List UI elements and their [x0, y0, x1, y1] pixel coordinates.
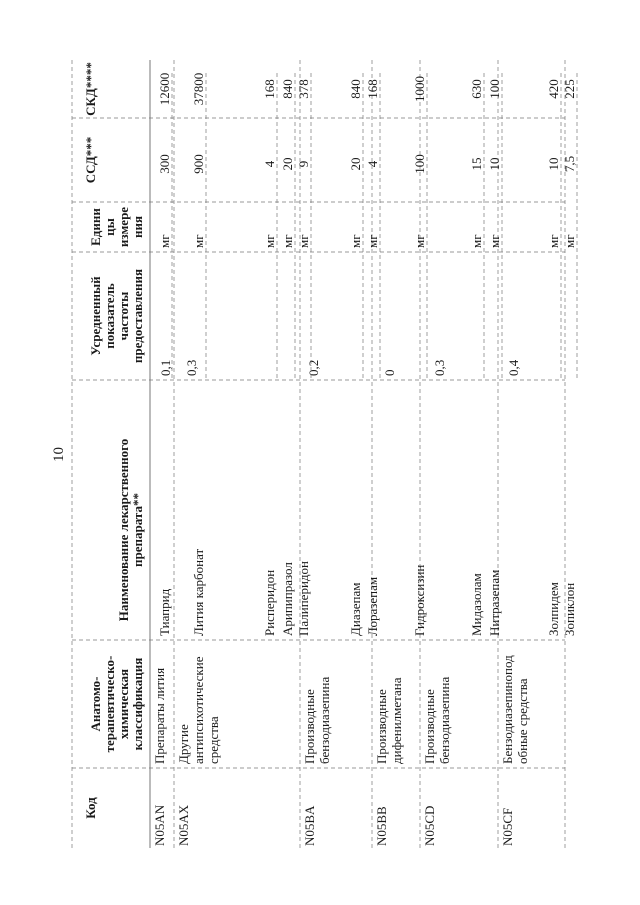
header-atc-line-3: классификация: [130, 657, 145, 751]
drug-name: Гидроксизин: [412, 564, 427, 636]
header-unit-line-3: ния: [130, 215, 145, 239]
drug-ssd: 7,5: [562, 155, 577, 173]
group-freq: 0,1: [158, 359, 173, 376]
group-freq: 0,2: [306, 359, 321, 376]
header-atc-line-2: химическая: [116, 668, 131, 740]
header-freq-line-0: Усредненный: [88, 276, 103, 356]
drug-ssd: 15: [469, 157, 484, 171]
drug-name: Мидазолам: [469, 573, 484, 636]
drug-unit: мг: [157, 234, 172, 248]
header-drug-line-0: Наименование лекарственного: [116, 438, 131, 622]
drug-unit: мг: [365, 234, 380, 248]
header-freq-line-3: предоставления: [130, 268, 145, 364]
group-atc-line: Производные: [374, 689, 389, 764]
group-code: N05AN: [152, 804, 167, 846]
drug-ssd: 900: [191, 154, 206, 174]
drug-unit: мг: [546, 234, 561, 248]
drug-ssd: 10: [487, 157, 502, 171]
drug-ssd: 20: [280, 157, 295, 171]
drug-name: Лития карбонат: [191, 548, 206, 636]
group-atc-line: средства: [206, 716, 221, 764]
drug-skd: 100: [487, 79, 502, 99]
drug-name: Диазепам: [348, 582, 363, 636]
drug-name: Рисперидон: [262, 569, 277, 636]
page-number: 10: [51, 447, 67, 462]
drug-skd: 378: [296, 79, 311, 99]
group-atc-line: дифенилметана: [389, 677, 404, 764]
group-code: N05BA: [302, 805, 317, 846]
group-atc-line: Производные: [302, 689, 317, 764]
drug-ssd: 300: [157, 154, 172, 174]
group-atc-line: Препараты лития: [152, 667, 167, 764]
group-code: N05CF: [500, 807, 515, 846]
drug-unit: мг: [412, 234, 427, 248]
drug-skd: 12600: [157, 72, 172, 106]
drug-unit: мг: [487, 234, 502, 248]
group-atc-line: Производные: [422, 689, 437, 764]
header-unit-line-1: цы: [102, 218, 117, 236]
drug-skd: 420: [546, 79, 561, 99]
header-drug-line-1: препарата**: [130, 493, 145, 567]
drug-name: Палиперидон: [296, 561, 311, 636]
drug-name: Золпидем: [546, 582, 561, 636]
drug-unit: мг: [280, 234, 295, 248]
drug-name: Нитразепам: [487, 569, 502, 636]
drug-ssd: 100: [412, 154, 427, 174]
drug-name: Зопиклон: [562, 582, 577, 636]
drug-ssd: 9: [296, 160, 311, 168]
header-skd: СКД****: [83, 62, 98, 116]
group-code: N05BB: [374, 806, 389, 846]
header-atc-line-1: терапевтическо-: [102, 655, 117, 753]
header-ssd: ССД***: [83, 136, 98, 184]
drug-skd: 37800: [191, 72, 206, 106]
header-unit-line-0: Едини: [88, 208, 103, 246]
drug-ssd: 10: [546, 157, 561, 171]
group-freq: 0,4: [506, 359, 521, 376]
group-atc-line: бензодиазепина: [437, 676, 452, 764]
group-atc-line: обные средства: [515, 678, 530, 764]
group-freq: 0,3: [184, 359, 199, 376]
group-atc-line: Другие: [176, 724, 191, 764]
group-code: N05CD: [422, 805, 437, 846]
drug-ssd: 4: [365, 160, 380, 168]
group-code: N05AX: [176, 804, 191, 846]
drug-skd: 1000: [412, 76, 427, 102]
drug-skd: 840: [280, 79, 295, 99]
drug-skd: 840: [348, 79, 363, 99]
header-code: Код: [83, 797, 98, 819]
drug-skd: 168: [365, 79, 380, 99]
drug-skd: 225: [562, 79, 577, 99]
group-freq: 0: [382, 369, 397, 376]
group-freq: 0,3: [432, 359, 447, 376]
drug-unit: мг: [262, 234, 277, 248]
drug-unit: мг: [296, 234, 311, 248]
drug-name: Арипипразол: [280, 562, 295, 636]
group-atc-line: бензодиазепина: [317, 676, 332, 764]
drug-skd: 630: [469, 79, 484, 99]
header-freq-line-2: частоты: [116, 291, 131, 341]
header-atc-line-0: Анатомо-: [88, 676, 103, 732]
drug-ssd: 20: [348, 157, 363, 171]
header-unit-line-2: измере: [116, 206, 131, 248]
header-freq-line-1: показатель: [102, 283, 117, 349]
drug-skd: 168: [262, 79, 277, 99]
drug-unit: мг: [348, 234, 363, 248]
drug-unit: мг: [562, 234, 577, 248]
drug-unit: мг: [469, 234, 484, 248]
drug-name: Тиаприд: [157, 588, 172, 636]
group-atc-line: Бензодиазепинопод: [500, 655, 515, 764]
drug-name: Лоразепам: [365, 576, 380, 636]
group-atc-line: антипсихотические: [191, 656, 206, 764]
drug-ssd: 4: [262, 160, 277, 168]
drug-unit: мг: [191, 234, 206, 248]
